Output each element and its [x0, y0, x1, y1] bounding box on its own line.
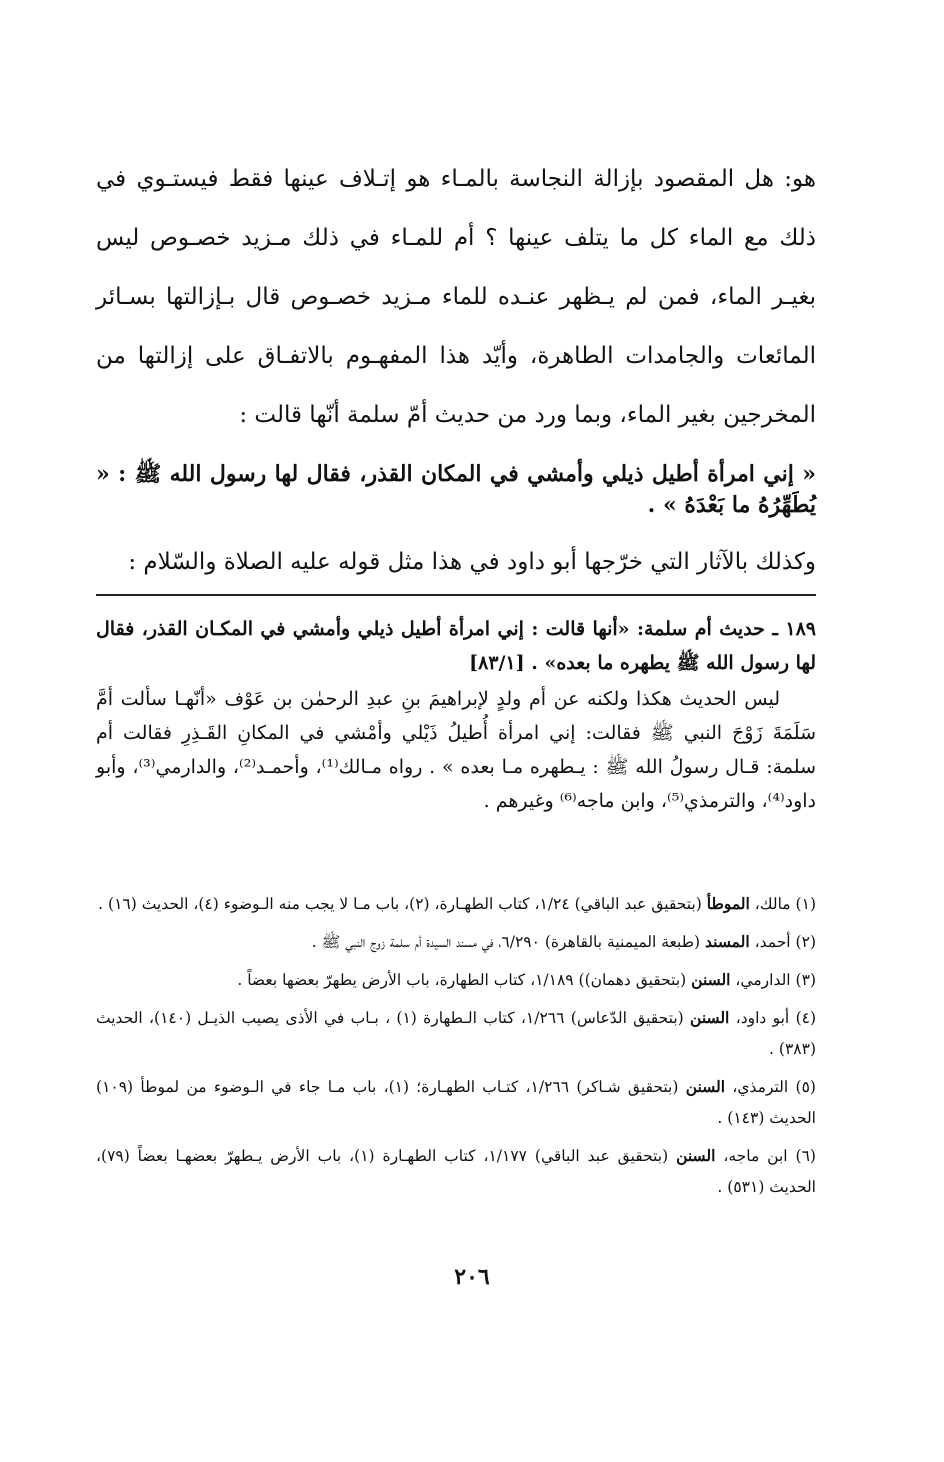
footnote-book: السنن — [691, 970, 731, 989]
footnote-text: (بتحقيق الدّعاس) ١/٢٦٦، كتاب الـطهارة (١) ، بـاب في الأذى يصيب الذيـل (١٤٠)، الحديث (٣٨٣) . — [96, 1009, 816, 1058]
hadith-body: ليس الحديث هكذا ولكنه عن أم ولدٍ لإبراهيمَ بنِ عبدِ الرحمٰن بن عَوْف «أنّهـا سألت أمَّ سَلَمَةَ زَوْجَ النبي ﷺ فقالت: إني امرأة أُطيلُ ذَيْلي وأمْشي في المكانِ القَـذِرِ فقالت أم سلمة: قـال رسولُ الله ﷺ : يـطهره مـا بعده » . رواه مـالك⁽¹⁾، وأحمـد⁽²⁾، والدارمي⁽³⁾، وأبو داود⁽⁴⁾، والترمذي⁽⁵⁾، وابن ماجه⁽⁶⁾ وغيرهم . — [96, 688, 816, 812]
hadith-quote: « إني امرأة أطيل ذيلي وأمشي في المكان القذر، فقال لها رسول الله ﷺ : « يُطَهِّرُهُ ما بَعْدَهُ » . — [96, 461, 816, 518]
footnote-text: (طبعة الميمنية بالقاهرة) ٦/٢٩٠، في مسند السيدة أم سلمة زوج النبي ﷺ . — [311, 933, 701, 951]
footnote-number: (٦) — [795, 1147, 816, 1165]
footnote-author: ابن ماجه، — [723, 1147, 788, 1165]
footnote-text: (بتحقيق دهمان)) ١/١٨٩، كتاب الطهارة، باب الأرض يطهرّ بعضها بعضاً . — [237, 971, 687, 989]
hadith-commentary — [96, 612, 816, 818]
footnote-author: الترمذي، — [732, 1078, 789, 1096]
footnote-number: (١) — [795, 895, 816, 913]
footnote-text: (بتحقيق عبد الباقي) ١/٢٤، كتاب الطهـارة، (٢)، باب مـا لا يجب منه الـوضوء (٤)، الحديث (١٦) . — [98, 895, 702, 913]
footnote-author: أحمد، — [754, 933, 791, 951]
footnote-number: (٣) — [795, 971, 816, 989]
footnote-number: (٤) — [795, 1009, 817, 1027]
paragraph-1: هو: هل المقصود بإزالة النجاسة بالمـاء هو إتـلاف عينها فقط فيستـوي في ذلك مع الماء كل ما يتلف عينها ؟ أم للمـاء في ذلك مـزيد خصـوص ليس بغيـر الماء، فمن لم يـظهر عنـده للماء مـزيد خصـوص قال بـإزالتها بسـائر المائعات والجامدات الطاهرة، وأيّد هذا المفهـوم بالاتفـاق على إزالتها من المخرجين بغير الماء، وبما ورد من حديث أمّ سلمة أنّها قالت : — [96, 166, 816, 428]
footnote-book: السنن — [690, 1008, 730, 1027]
footnote-author: مالك، — [754, 895, 791, 913]
footnote-book: الموطأ — [706, 894, 750, 913]
footnote-author: أبو داود، — [735, 1009, 790, 1027]
footnote-book: السنن — [676, 1146, 716, 1165]
footnote-number: (٥) — [795, 1078, 816, 1096]
footnote — [96, 964, 816, 996]
page-number: ٢٠٦ — [454, 1264, 490, 1290]
footnote-book: السنن — [685, 1077, 726, 1096]
main-text — [96, 150, 816, 592]
footnote — [96, 1071, 816, 1134]
footnote — [96, 1002, 816, 1065]
footnote-book: المسند — [705, 932, 750, 951]
hadith-heading: ١٨٩ ـ حديث أم سلمة: «أنها قالت : إني امرأة أطيل ذيلي وأمشي في المكـان القذر، فقال لها رسول الله ﷺ يطهره ما بعده» . [٨٣/١] — [96, 618, 816, 674]
separator-line — [96, 594, 816, 596]
footnotes — [96, 888, 816, 1209]
footnote-text: (بتحقيق عبد الباقي) ١/١٧٧، كتاب الطهـارة (١)، باب الأرض يـطهرّ بعضهـا بعضاً (٧٩)، الحديث (٥٣١) . — [96, 1147, 816, 1196]
paragraph-2: وكذلك بالآثار التي خرّجها أبو داود في هذا مثل قوله عليه الصلاة والسّلام : — [128, 549, 816, 575]
footnote — [96, 1140, 816, 1203]
footnote — [96, 888, 816, 920]
footnote — [96, 926, 816, 958]
footnote-text: (بتحقيق شـاكر) ١/٢٦٦، كتـاب الطهـارة؛ (١)، باب مـا جاء في الـوضوء من لموطأ (١٠٩) الحديث (١٤٣) . — [96, 1078, 816, 1127]
footnote-number: (٢) — [795, 933, 816, 951]
footnote-author: الدارمي، — [735, 971, 791, 989]
